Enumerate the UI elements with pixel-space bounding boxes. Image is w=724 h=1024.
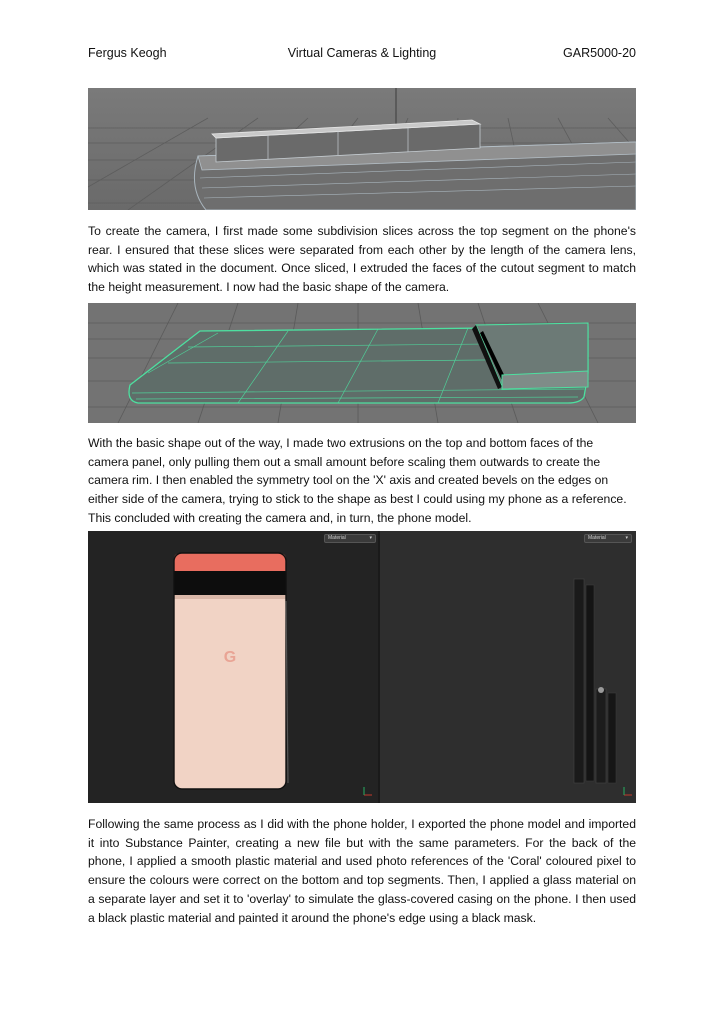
- maya-viewport-screenshot-2: [88, 303, 636, 423]
- body-paragraph-1: To create the camera, I first made some subdivision slices across the top segment on the phone's rear. I ensured that these slices were separated from each other by the length of the camera lens, which was stated in the document. Once sliced, I extruded the faces of the cutout segment to match the height measurement. I now had the basic shape of the camera.: [88, 224, 636, 295]
- chevron-down-icon: ▾: [625, 535, 628, 541]
- chevron-down-icon: ▾: [369, 535, 372, 541]
- header-module-code: GAR5000-20: [563, 46, 636, 60]
- header-author: Fergus Keogh: [88, 46, 167, 60]
- substance-painter-render: [88, 531, 636, 803]
- maya-viewport-render-1: [88, 88, 636, 210]
- body-paragraph-3: Following the same process as I did with the phone holder, I exported the phone model and imported it into Substance Painter, creating a new file but with the same parameters. For the back of the phone, I applied a smooth plastic material and used photo references of the 'Coral' coloured pixel to ensure the colours were correct on the bottom and top segments. Then, I applied a glass material on a separate layer and set it to 'overlay' to simulate the glass-covered casing on the phone. I then used a black plastic material and painted it around the phone's edge using a black mask.: [88, 817, 636, 925]
- page-header: [88, 46, 636, 62]
- maya-viewport-render-2: [88, 303, 636, 423]
- material-dropdown-left-label: Material: [328, 535, 346, 541]
- material-dropdown-right[interactable]: [584, 534, 632, 543]
- maya-viewport-screenshot-1: [88, 88, 636, 210]
- body-paragraph-2: With the basic shape out of the way, I made two extrusions on the top and bottom faces of the camera panel, only pulling them out a small amount before scaling them outwards to create the camera rim. I then enabled the symmetry tool on the 'X' axis and created bevels on the edges on either side of the camera, trying to stick to the shape as best I could using my phone as a reference. This concluded with creating the camera and, in turn, the phone model.: [88, 436, 627, 525]
- material-dropdown-left[interactable]: [324, 534, 376, 543]
- phone-back-render: [174, 553, 288, 789]
- header-title: Virtual Cameras & Lighting: [287, 46, 437, 60]
- material-dropdown-right-label: Material: [588, 535, 606, 541]
- substance-painter-screenshot: [88, 531, 636, 803]
- google-logo-icon: G: [223, 649, 237, 666]
